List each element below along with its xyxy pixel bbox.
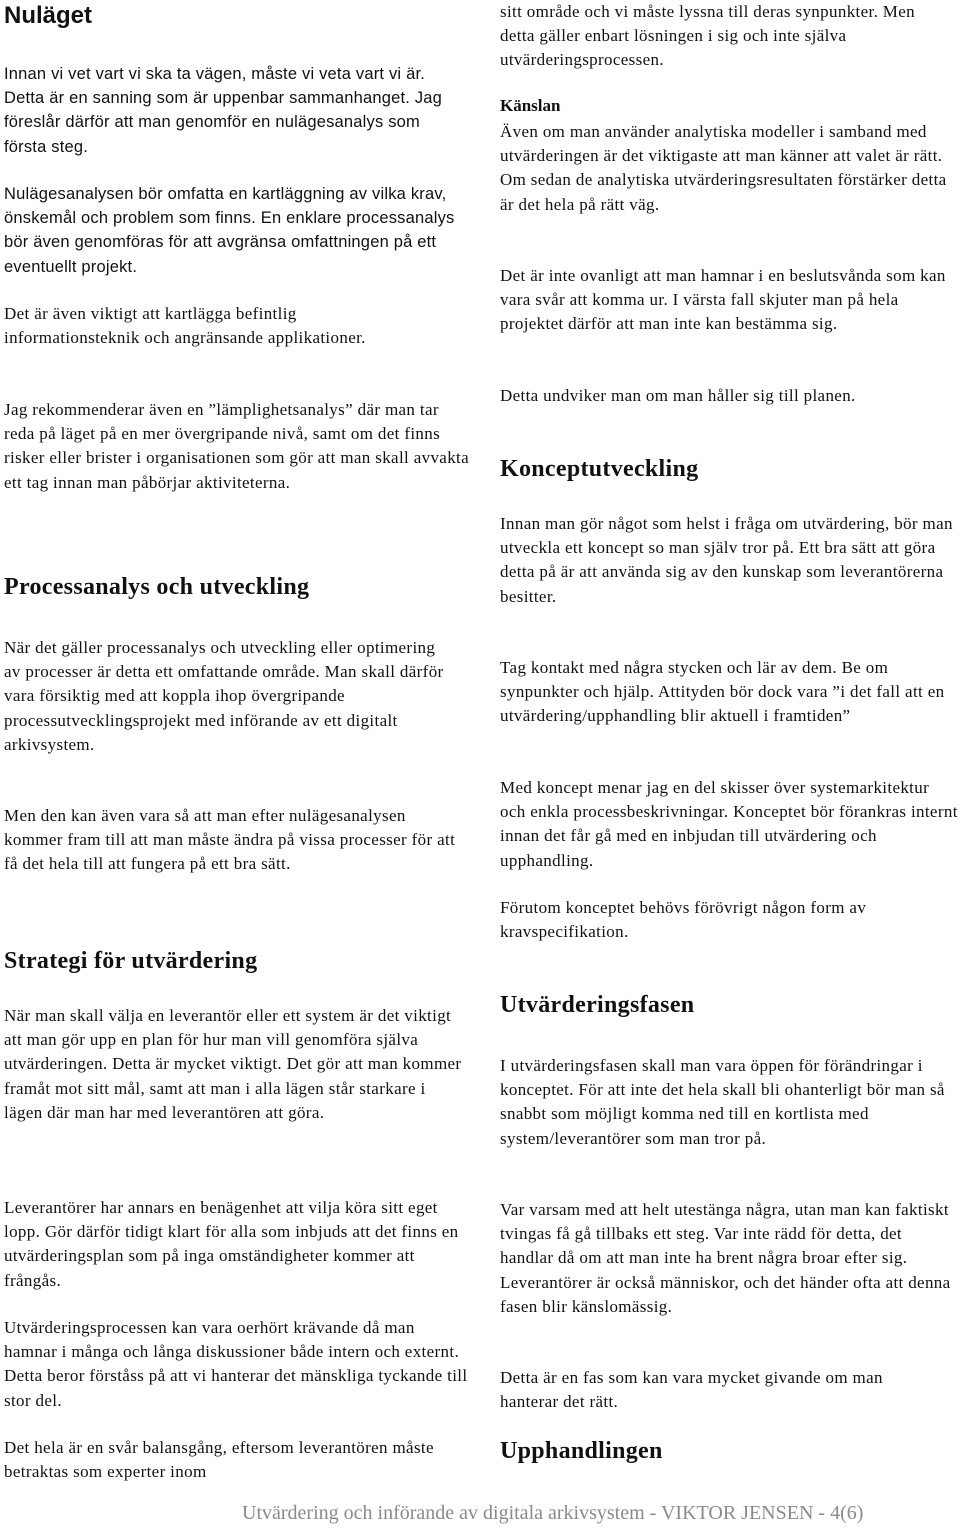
paragraph: Med koncept menar jag en del skisser över systemarkitektur och enkla processbeskrivningar. Konceptet bör förankras internt innan det får gå med en inbjudan till utvärdering och upphandling. [500,778,958,870]
paragraph: Det är inte ovanligt att man hamnar i en beslutsvånda som kan vara svår att komma ur. I värsta fall skjuter man på hela projektet därför att man inte kan bestämma sig. [500,266,946,334]
footer-author: VIKTOR JENSEN [660,1502,814,1524]
footer-title: Utvärdering och införande av digitala arkivsystem [242,1502,645,1524]
paragraph: Jag rekommenderar även en ”lämplighetsanalys” där man tar reda på läget på en mer övergripande nivå, samt om det finns risker eller brister i organisationen som gör att man skall avvakta ett tag innan man påbörjar aktiviteterna. [4,400,470,492]
paragraph: Men den kan även vara så att man efter nulägesanalysen kommer fram till att man måste ändra på vissa processer för att få det hela till att fungera på ett bra sätt. [4,806,456,874]
heading-utvarderingsfasen: Utvärderingsfasen [500,992,695,1018]
paragraph: Leverantörer har annars en benägenhet att vilja köra sitt eget lopp. Gör därför tidigt klart för alla som inbjuds att det finns en utvärderingsplan som på inga omständigheter kommer att frångås. [4,1198,459,1290]
paragraph: Innan vi vet vart vi ska ta vägen, måste vi veta vart vi är. Detta är en sanning som är uppenbar sammanhanget. Jag föreslår därför att man genomför en nulägesanalys som första steg. [4,65,443,156]
paragraph: Det är även viktigt att kartlägga befintlig informationsteknik och angränsande applikationer. [4,304,366,348]
heading-upphandlingen: Upphandlingen [500,1438,663,1464]
page-number: 4(6) [830,1502,864,1524]
paragraph: Tag kontakt med några stycken och lär av dem. Be om synpunkter och hjälp. Attityden bör dock vara ”i det fall att en utvärdering/upphandling blir aktuell i framtiden” [500,658,945,726]
paragraph: Nulägesanalysen bör omfatta en kartläggning av vilka krav, önskemål och problem som finns. En enklare processanalys bör även genomföras för att avgränsa omfattningen på ett eventuellt projekt. [4,185,455,276]
paragraph: Innan man gör något som helst i fråga om utvärdering, bör man utveckla ett koncept so man själv tror på. Ett bra sätt att göra detta på är att använda sig av den kunskap som leverantörerna besitter. [500,514,953,606]
paragraph: När det gäller processanalys och utveckling eller optimering av processer är detta ett omfattande område. Man skall därför vara försiktig med att koppla ihop övergripande processutvecklingsprojekt med införande av ett digitalt arkivsystem. [4,638,444,754]
paragraph: Förutom konceptet behövs förövrigt någon form av kravspecifikation. [500,898,867,942]
paragraph: Var varsam med att helt utestänga några, utan man kan faktiskt tvingas få gå tillbaks ett steg. Var inte rädd för detta, det handlar då om att man inte ha brent några broar efter sig. Leverantörer är också människor, och det händer ofta att denna fasen blir känslomässig. [500,1200,951,1316]
page-footer [242,1502,958,1525]
heading-nulaget: Nuläget [4,2,93,29]
footer-separator: - [644,1502,661,1524]
heading-kanslan: Känslan [500,96,561,115]
heading-processanalys: Processanalys och utveckling [4,574,310,600]
paragraph: Detta är en fas som kan vara mycket givande om man hanterar det rätt. [500,1368,883,1412]
paragraph: När man skall välja en leverantör eller ett system är det viktigt att man gör upp en plan för hur man vill genomföra själva utvärderingen. Detta är mycket viktigt. Det gör att man kommer framåt mot sitt mål, samt att man i alla lägen står starkare i lägen där man har med leverantören att göra. [4,1006,462,1122]
paragraph: sitt område och vi måste lyssna till deras synpunkter. Men detta gäller enbart lösningen i sig och inte själva utvärderingsprocessen. [500,2,916,70]
paragraph: Detta undviker man om man håller sig till planen. [500,386,856,405]
heading-konceptutveckling: Konceptutveckling [500,456,699,482]
paragraph: Det hela är en svår balansgång, eftersom leverantören måste betraktas som experter inom [4,1438,434,1482]
paragraph: Även om man använder analytiska modeller i samband med utvärderingen är det viktigaste att man känner att valet är rätt. Om sedan de analytiska utvärderingsresultaten förstärker detta är det hela på rätt väg. [500,122,947,214]
paragraph: Utvärderingsprocessen kan vara oerhört krävande då man hamnar i många och långa diskussioner både intern och externt. Detta beror förståss på att vi hanterar det mänskliga tyckande till stor del. [4,1318,468,1410]
paragraph: I utvärderingsfasen skall man vara öppen för förändringar i konceptet. För att inte det hela skall bli ohanterligt bör man så snabbt som möjligt komma ned till en kortlista med system/leverantörer som man tror på. [500,1056,945,1148]
heading-strategi: Strategi för utvärdering [4,948,258,974]
footer-separator: - [813,1502,831,1524]
